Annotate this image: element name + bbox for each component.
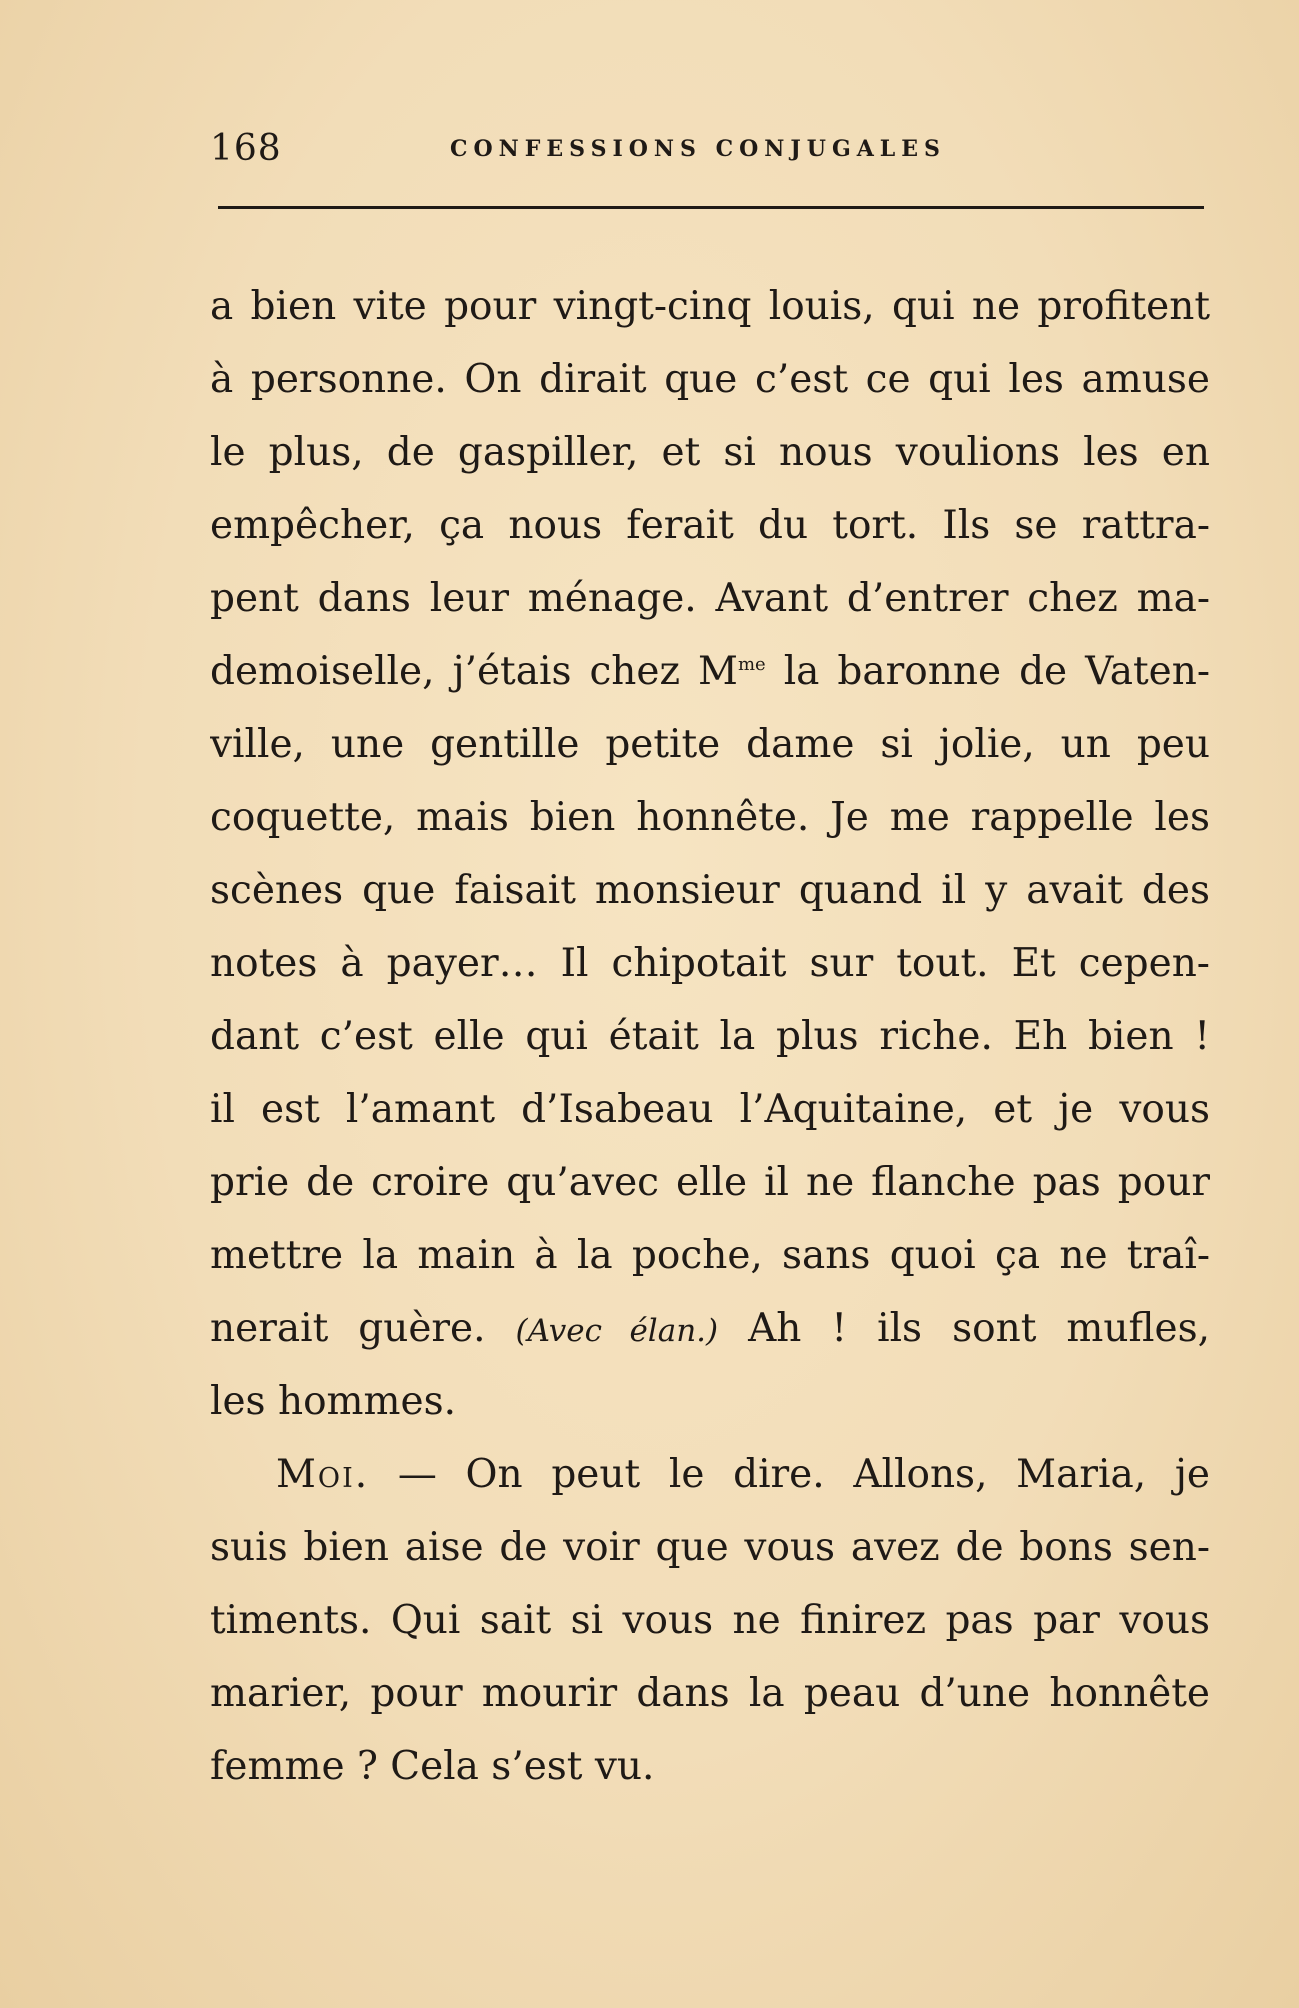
text-line: empêcher, ça nous ferait du tort. Ils se rattra- xyxy=(210,503,1210,548)
text-line: a bien vite pour vingt-cinq louis, qui ne profitent xyxy=(210,284,1210,329)
text-line: marier, pour mourir dans la peau d’une honnête xyxy=(210,1671,1210,1716)
text-line: il est l’amant d’Isabeau l’Aquitaine, et je vous xyxy=(210,1087,1210,1132)
text-line: dant c’est elle qui était la plus riche. Eh bien ! xyxy=(210,1014,1210,1059)
text-line: le plus, de gaspiller, et si nous voulions les en xyxy=(210,430,1210,475)
text-line: scènes que faisait monsieur quand il y avait des xyxy=(210,868,1210,913)
text-line: les hommes. xyxy=(210,1379,457,1424)
text-line xyxy=(210,1292,1210,1365)
text-line: pent dans leur ménage. Avant d’entrer chez ma- xyxy=(210,576,1210,621)
text-line: notes à payer… Il chipotait sur tout. Et cepen- xyxy=(210,941,1210,986)
text-line: ville, une gentille petite dame si jolie, un peu xyxy=(210,722,1210,767)
text-segment: nerait guère. xyxy=(210,1306,486,1351)
text-segment: Ah ! ils sont mufles, xyxy=(718,1306,1210,1351)
header-rule xyxy=(218,206,1204,209)
text-line: suis bien aise de voir que vous avez de bons sen- xyxy=(210,1525,1210,1570)
text-line: mettre la main à la poche, sans quoi ça ne traî- xyxy=(210,1233,1210,1278)
text-line: à personne. On dirait que c’est ce qui les amuse xyxy=(210,357,1210,402)
text-line: femme ? Cela s’est vu. xyxy=(210,1744,655,1789)
text-segment: demoiselle, j’étais chez M xyxy=(210,649,738,694)
stage-direction: (Avec élan.) xyxy=(515,1313,719,1349)
running-head xyxy=(210,128,1200,178)
dialogue-line xyxy=(210,1438,1210,1511)
speaker-name: Moi. xyxy=(276,1452,370,1497)
body-text xyxy=(210,270,1210,1803)
text-segment: — On peut le dire. Allons, Maria, je xyxy=(369,1452,1210,1497)
text-line: prie de croire qu’avec elle il ne flanche pas pour xyxy=(210,1160,1210,1205)
text-line xyxy=(210,635,1210,708)
text-segment: la baronne de Vaten- xyxy=(765,649,1210,694)
superscript: me xyxy=(737,654,766,675)
text-line: timents. Qui sait si vous ne finirez pas par vous xyxy=(210,1598,1210,1643)
page-number: 168 xyxy=(210,128,282,169)
running-title: CONFESSIONS CONJUGALES xyxy=(450,136,946,162)
text-line: coquette, mais bien honnête. Je me rappelle les xyxy=(210,795,1210,840)
